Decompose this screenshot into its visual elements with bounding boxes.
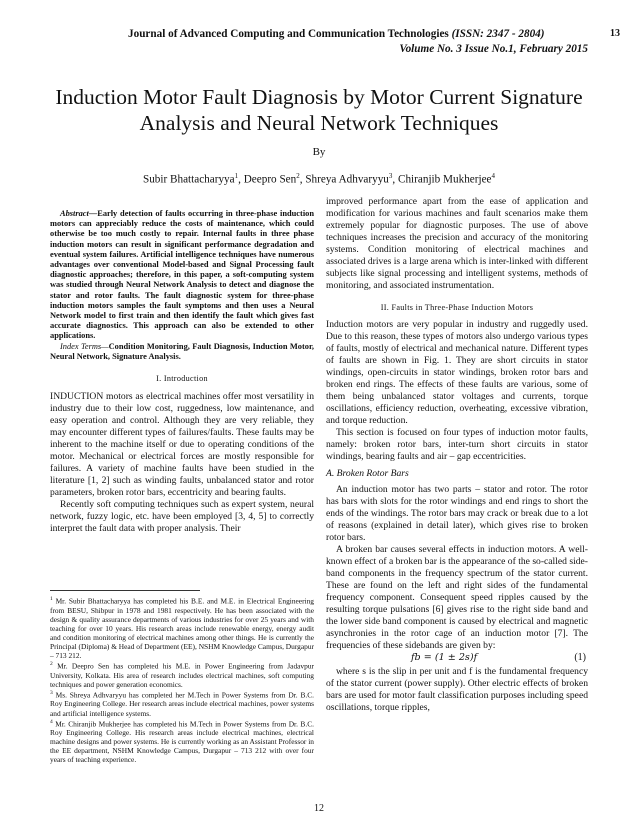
footnote-4-text: Mr. Chiranjib Mukherjee has completed his M.Tech in Power Systems from Dr. B.C. Roy Engineering College. His research areas include electrical machines, electrical machine designs and power systems. He is currently working as an Assistant Professor in the EE department, NSHM Knowledge Campus, Durgapur – 713 212 with over four years of teaching experience.	[50, 719, 314, 765]
bottom-page-number: 12	[314, 803, 324, 814]
abstract-label: Abstract—	[60, 209, 98, 218]
footnote-4-num: 4	[50, 718, 53, 725]
intro-paragraph-2: Recently soft computing techniques such as expert system, neural network, fuzzy logic, etc. have been employed [3, 4, 5] to correctly interpret the fault data with proper analysis. Their	[50, 499, 314, 535]
footnote-4	[50, 718, 314, 765]
equation-number: (1)	[574, 652, 586, 663]
author-2-sup: 2	[296, 172, 300, 180]
subsection-a-heading: A. Broken Rotor Bars	[326, 468, 409, 479]
by-line: By	[312, 146, 326, 158]
footnote-3-num: 3	[50, 689, 53, 696]
intro-continuation: improved performance apart from the ease of application and modification for various machines and fault scenarios make them extremely popular for diagnostic purposes. The use of above techniques increases the precision and accuracy of the monitoring systems. Condition monitoring of electrical machines and associated drives is a large arena which is inter-linked with different subjects like signal processing and intelligent systems, methods of monitoring, and associated instrumentation.	[326, 196, 588, 291]
abstract-text: Early detection of faults occurring in three-phase induction motors can appreciably reduce the costs of maintenance, which could otherwise be too much costly to repair. Internal faults in three phase induction motors can result in significant performance degradation and eventual system failures. Artificial intelligence techniques have numerous advantages over conventional Model-based and Signal Processing fault diagnostic approaches; therefore, in this paper, a soft-computing system was studied through Neural Network Analysis to detect and diagnose the stator and rotor faults. The fault diagnostic system for three-phase induction motors samples the fault symptoms and then uses a Neural Network model to first train and then identify the fault which gives fast accurate diagnostics. This approach can also be extended to other applications.	[50, 209, 314, 341]
author-1: Subir Bhattacharyya	[142, 173, 235, 186]
rotor-paragraph-1: An induction motor has two parts – stator and rotor. The rotor has bars with slots for the rotor windings and end rings to short the ends of the windings. The rotor bars may crack or break due to a lot of reasons (explained in detail later), which gives rise to broken rotor bars.	[326, 484, 588, 543]
journal-volume: Volume No. 3 Issue No.1, February 2015	[399, 43, 588, 55]
top-page-number: 13	[610, 28, 620, 39]
author-1-sup: 1	[234, 172, 239, 180]
section-1-heading: I. Introduction	[156, 374, 208, 384]
author-3-sup: 3	[388, 172, 393, 180]
intro-paragraph-1: INDUCTION motors as electrical machines offer most versatility in industry due to their low cost, ruggedness, low maintenance, and easy operation and control. Although they are very reliable, they may encounter different types of failures/faults. These faults may be inherent to the machine itself or due to operating conditions of the motor. Mechanical or electrical forces are mostly responsible for failures. A variety of machine faults have been studied in the literature [1, 2] such as winding faults, unbalanced stator and rotor parameters, broken rotor bars, eccentricity and bearing faults.	[50, 391, 314, 499]
rotor-paragraph-3: where s is the slip in per unit and f is the fundamental frequency of the stator current (power supply). Other electric effects of broken bars are used for motor fault classification purposes including speed oscillations, torque ripples,	[326, 666, 588, 713]
author-list: Subir Bhattacharyya$^1$, Deepro Sen$^2$, Shreya Adhvaryyu$^3$, Chiranjib Mukherjee$^4$	[142, 172, 496, 186]
index-terms-text: Condition Monitoring, Fault Diagnosis, Induction Motor, Neural Network, Signature Analysis.	[50, 341, 315, 361]
journal-title: Journal of Advanced Computing and Communication Technologies	[128, 28, 449, 40]
abstract	[50, 209, 314, 342]
author-2: Deepro Sen	[243, 173, 297, 186]
footnote-1-text: Mr. Subir Bhattacharyya has completed his B.E. and M.E. in Electrical Engineering from BESU, Shibpur in 1978 and 1981 respectively. He has been associated with the design & quality assurance departments of various industries for over 25 years and with teaching for over 10 years. His research areas include renewable energy, energy audit and condition monitoring of electrical machines among other things. He is currently the Principal (Diploma) & Head of Department (EE), NSHM Knowledge Campus, Durgapur – 713 212.	[50, 596, 314, 661]
footnote-3	[50, 689, 314, 718]
equation-formula: fb = (1 ± 2s)f	[411, 652, 478, 663]
journal-issn: (ISSN: 2347 - 2804)	[451, 28, 545, 40]
equation-1	[326, 652, 588, 666]
footnote-rule	[50, 590, 200, 591]
section-2-heading: II. Faults in Three-Phase Induction Motors	[380, 303, 534, 312]
footnote-2-num: 2	[50, 661, 53, 668]
paper-title: Induction Motor Fault Diagnosis by Motor Current Signature Analysis and Neural Network Techniques	[55, 85, 583, 135]
footnote-3-text: Ms. Shreya Adhvaryyu has completed her M.Tech in Power Systems from Dr. B.C. Roy Engineering College. Her research areas include electrical machines, power systems and artificial intelligence systems.	[50, 690, 314, 718]
footnote-1-num: 1	[50, 596, 53, 602]
faults-paragraph-2: This section is focused on four types of induction motor faults, namely: broken rotor bars, inter-turn short circuits in stator windings, bearing faults and air – gap eccentricities.	[326, 427, 588, 462]
journal-name	[128, 28, 588, 40]
left-column	[50, 209, 314, 535]
footnote-2	[50, 660, 314, 689]
faults-paragraph-1: Induction motors are very popular in industry and ruggedly used. Due to this reason, these types of motors also undergo various types of faults, mostly of electrical and mechanical nature. Different types of faults are shown in Fig. 1. They are short circuits in stator windings, open-circuits in stator windings, broken rotor bars and broken end rings. The effects of these faults are various, some of them being unbalanced stator voltages and currents, torque oscillations, efficiency reduction, overheating, excessive vibration, and torque reduction.	[326, 319, 588, 426]
rotor-paragraph-2: A broken bar causes several effects in induction motors. A well-known effect of a broken bar is the appearance of the so-called side-band components in the frequency spectrum of the stator current. These are found on the left and right sides of the fundamental frequency component. Consequent speed ripples caused by the resulting torque pulsations [6] gives rise to the right side band and the lower side band component is caused by electrical and magnetic asynchronies in the rotor cage of an induction motor [7]. The frequencies of these sidebands are given by:	[326, 544, 588, 651]
author-4-sup: 4	[491, 172, 496, 180]
author-3: Shreya Adhvaryyu	[305, 173, 389, 186]
right-column	[326, 196, 588, 714]
footnote-2-text: Mr. Deepro Sen has completed his M.E. in Power Engineering from Jadavpur University, Kolkata. His area of research includes electrical machines, soft computing techniques and power generation economics.	[50, 661, 314, 689]
index-terms-label: Index Terms—	[60, 341, 109, 351]
author-4: Chiranjib Mukherjee	[398, 173, 492, 186]
index-terms	[50, 342, 314, 362]
footnotes	[50, 595, 314, 765]
footnote-1	[50, 595, 314, 660]
